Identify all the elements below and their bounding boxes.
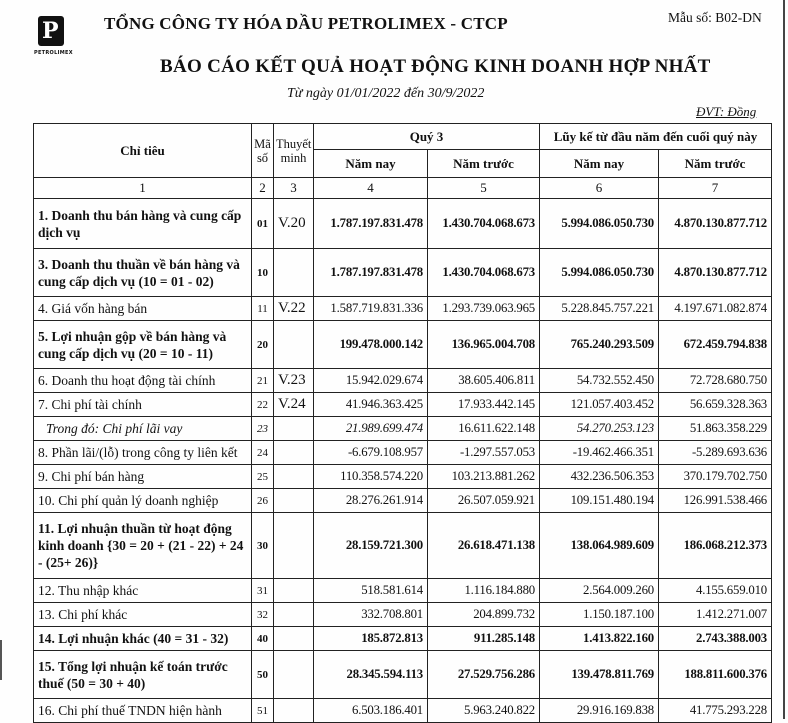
ytd-this-year-value: 54.270.253.123 — [540, 417, 659, 441]
ytd-last-year-value: 188.811.600.376 — [659, 651, 772, 699]
ytd-last-year-value: 370.179.702.750 — [659, 465, 772, 489]
row-note — [274, 321, 314, 369]
ytd-last-year-value: 72.728.680.750 — [659, 369, 772, 393]
ytd-this-year-value: 1.413.822.160 — [540, 627, 659, 651]
q3-last-year-value: 136.965.004.708 — [428, 321, 540, 369]
row-note — [274, 603, 314, 627]
q3-this-year-value: 1.787.197.831.478 — [314, 249, 428, 297]
row-note: V.24 — [274, 393, 314, 417]
row-code: 32 — [252, 603, 274, 627]
q3-this-year-value: 518.581.614 — [314, 579, 428, 603]
ytd-last-year-value: -5.289.693.636 — [659, 441, 772, 465]
col-index: 4 — [314, 178, 428, 199]
table-row — [34, 417, 772, 441]
row-label: 14. Lợi nhuận khác (40 = 31 - 32) — [34, 627, 252, 651]
q3-this-year-value: 28.345.594.113 — [314, 651, 428, 699]
ytd-this-year-value: 29.916.169.838 — [540, 699, 659, 723]
col-header-q3-last-year: Năm trước — [428, 150, 540, 178]
ytd-last-year-value: 672.459.794.838 — [659, 321, 772, 369]
row-label: 6. Doanh thu hoạt động tài chính — [34, 369, 252, 393]
q3-last-year-value: 5.963.240.822 — [428, 699, 540, 723]
ytd-this-year-value: 1.150.187.100 — [540, 603, 659, 627]
row-note — [274, 465, 314, 489]
row-note: V.20 — [274, 199, 314, 249]
q3-this-year-value: 28.276.261.914 — [314, 489, 428, 513]
q3-last-year-value: 911.285.148 — [428, 627, 540, 651]
row-code: 40 — [252, 627, 274, 651]
row-label: 11. Lợi nhuận thuần từ hoạt động kinh doanh {30 = 20 + (21 - 22) + 24 - (25+ 26)} — [34, 513, 252, 579]
ytd-this-year-value: 5.994.086.050.730 — [540, 249, 659, 297]
col-header-ytd-last-year: Năm trước — [659, 150, 772, 178]
row-code: 30 — [252, 513, 274, 579]
q3-this-year-value: 185.872.813 — [314, 627, 428, 651]
ytd-this-year-value: 765.240.293.509 — [540, 321, 659, 369]
q3-this-year-value: 6.503.186.401 — [314, 699, 428, 723]
row-note — [274, 441, 314, 465]
row-code: 22 — [252, 393, 274, 417]
ytd-last-year-value: 41.775.293.228 — [659, 699, 772, 723]
q3-this-year-value: 199.478.000.142 — [314, 321, 428, 369]
table-row — [34, 651, 772, 699]
ytd-this-year-value: 5.994.086.050.730 — [540, 199, 659, 249]
logo-mark: P — [38, 16, 64, 46]
row-code: 50 — [252, 651, 274, 699]
row-note — [274, 417, 314, 441]
table-row — [34, 579, 772, 603]
ytd-last-year-value: 186.068.212.373 — [659, 513, 772, 579]
q3-last-year-value: 103.213.881.262 — [428, 465, 540, 489]
q3-this-year-value: 1.787.197.831.478 — [314, 199, 428, 249]
q3-last-year-value: 1.430.704.068.673 — [428, 199, 540, 249]
ytd-last-year-value: 51.863.358.229 — [659, 417, 772, 441]
ytd-this-year-value: 109.151.480.194 — [540, 489, 659, 513]
ytd-last-year-value: 4.197.671.082.874 — [659, 297, 772, 321]
row-label: 9. Chi phí bán hàng — [34, 465, 252, 489]
row-note — [274, 627, 314, 651]
row-label: Trong đó: Chi phí lãi vay — [34, 417, 252, 441]
currency-unit: ĐVT: Đồng — [696, 104, 757, 119]
q3-last-year-value: 1.116.184.880 — [428, 579, 540, 603]
report-period: Từ ngày 01/01/2022 đến 30/9/2022 — [287, 86, 485, 101]
q3-this-year-value: 15.942.029.674 — [314, 369, 428, 393]
row-label: 13. Chi phí khác — [34, 603, 252, 627]
row-note — [274, 651, 314, 699]
row-label: 3. Doanh thu thuần về bán hàng và cung cấp dịch vụ (10 = 01 - 02) — [34, 249, 252, 297]
ytd-this-year-value: -19.462.466.351 — [540, 441, 659, 465]
col-index: 5 — [428, 178, 540, 199]
page-edge-left — [0, 640, 2, 680]
col-header-item: Chỉ tiêu — [34, 124, 252, 178]
row-note — [274, 579, 314, 603]
col-header-ytd-this-year: Năm nay — [540, 150, 659, 178]
col-index: 6 — [540, 178, 659, 199]
row-code: 23 — [252, 417, 274, 441]
income-statement-table — [33, 123, 772, 723]
table-row — [34, 249, 772, 297]
q3-last-year-value: 16.611.622.148 — [428, 417, 540, 441]
row-label: 1. Doanh thu bán hàng và cung cấp dịch vụ — [34, 199, 252, 249]
col-header-note: Thuyết minh — [274, 124, 314, 178]
table-row — [34, 627, 772, 651]
col-header-q3-this-year: Năm nay — [314, 150, 428, 178]
ytd-last-year-value: 2.743.388.003 — [659, 627, 772, 651]
q3-last-year-value: 27.529.756.286 — [428, 651, 540, 699]
column-index-row — [34, 178, 772, 199]
col-index: 1 — [34, 178, 252, 199]
ytd-last-year-value: 4.870.130.877.712 — [659, 199, 772, 249]
table-row — [34, 297, 772, 321]
ytd-last-year-value: 4.155.659.010 — [659, 579, 772, 603]
table-row — [34, 465, 772, 489]
ytd-last-year-value: 56.659.328.363 — [659, 393, 772, 417]
table-row — [34, 369, 772, 393]
page-edge — [783, 0, 785, 719]
col-header-code: Mã số — [252, 124, 274, 178]
q3-this-year-value: 21.989.699.474 — [314, 417, 428, 441]
q3-last-year-value: -1.297.557.053 — [428, 441, 540, 465]
table-row — [34, 393, 772, 417]
table-row — [34, 441, 772, 465]
q3-this-year-value: 1.587.719.831.336 — [314, 297, 428, 321]
q3-last-year-value: 204.899.732 — [428, 603, 540, 627]
q3-last-year-value: 26.507.059.921 — [428, 489, 540, 513]
row-label: 12. Thu nhập khác — [34, 579, 252, 603]
row-code: 10 — [252, 249, 274, 297]
company-logo — [34, 16, 73, 60]
company-name: TỔNG CÔNG TY HÓA DẦU PETROLIMEX - CTCP — [104, 14, 508, 33]
ytd-this-year-value: 54.732.552.450 — [540, 369, 659, 393]
q3-this-year-value: 28.159.721.300 — [314, 513, 428, 579]
table-row — [34, 603, 772, 627]
row-label: 16. Chi phí thuế TNDN hiện hành — [34, 699, 252, 723]
logo-wordmark: PETROLIMEX — [34, 50, 73, 56]
row-note: V.22 — [274, 297, 314, 321]
ytd-this-year-value: 138.064.989.609 — [540, 513, 659, 579]
col-group-q3: Quý 3 — [314, 124, 540, 150]
row-note: V.23 — [274, 369, 314, 393]
row-code: 31 — [252, 579, 274, 603]
table-row — [34, 321, 772, 369]
row-label: 7. Chi phí tài chính — [34, 393, 252, 417]
table-row — [34, 199, 772, 249]
row-code: 24 — [252, 441, 274, 465]
report-title: BÁO CÁO KẾT QUẢ HOẠT ĐỘNG KINH DOANH HỢP NHẤT — [160, 56, 711, 77]
table-row — [34, 489, 772, 513]
table-row — [34, 513, 772, 579]
q3-last-year-value: 1.293.739.063.965 — [428, 297, 540, 321]
ytd-this-year-value: 432.236.506.353 — [540, 465, 659, 489]
ytd-last-year-value: 4.870.130.877.712 — [659, 249, 772, 297]
q3-last-year-value: 38.605.406.811 — [428, 369, 540, 393]
row-code: 01 — [252, 199, 274, 249]
q3-last-year-value: 1.430.704.068.673 — [428, 249, 540, 297]
row-label: 15. Tổng lợi nhuận kế toán trước thuế (50 = 30 + 40) — [34, 651, 252, 699]
col-group-ytd: Lũy kế từ đầu năm đến cuối quý này — [540, 124, 772, 150]
row-code: 26 — [252, 489, 274, 513]
row-note — [274, 489, 314, 513]
ytd-last-year-value: 1.412.271.007 — [659, 603, 772, 627]
ytd-this-year-value: 121.057.403.452 — [540, 393, 659, 417]
row-label: 5. Lợi nhuận gộp về bán hàng và cung cấp dịch vụ (20 = 10 - 11) — [34, 321, 252, 369]
q3-last-year-value: 26.618.471.138 — [428, 513, 540, 579]
row-note — [274, 513, 314, 579]
q3-last-year-value: 17.933.442.145 — [428, 393, 540, 417]
row-code: 11 — [252, 297, 274, 321]
form-number: Mẫu số: B02-DN — [668, 10, 762, 25]
row-note — [274, 249, 314, 297]
row-label: 8. Phần lãi/(lỗ) trong công ty liên kết — [34, 441, 252, 465]
row-code: 25 — [252, 465, 274, 489]
q3-this-year-value: 110.358.574.220 — [314, 465, 428, 489]
ytd-this-year-value: 139.478.811.769 — [540, 651, 659, 699]
col-index: 2 — [252, 178, 274, 199]
row-code: 51 — [252, 699, 274, 723]
row-label: 4. Giá vốn hàng bán — [34, 297, 252, 321]
col-index: 3 — [274, 178, 314, 199]
q3-this-year-value: 41.946.363.425 — [314, 393, 428, 417]
col-index: 7 — [659, 178, 772, 199]
ytd-this-year-value: 2.564.009.260 — [540, 579, 659, 603]
q3-this-year-value: -6.679.108.957 — [314, 441, 428, 465]
row-code: 20 — [252, 321, 274, 369]
ytd-this-year-value: 5.228.845.757.221 — [540, 297, 659, 321]
row-code: 21 — [252, 369, 274, 393]
row-label: 10. Chi phí quản lý doanh nghiệp — [34, 489, 252, 513]
ytd-last-year-value: 126.991.538.466 — [659, 489, 772, 513]
q3-this-year-value: 332.708.801 — [314, 603, 428, 627]
